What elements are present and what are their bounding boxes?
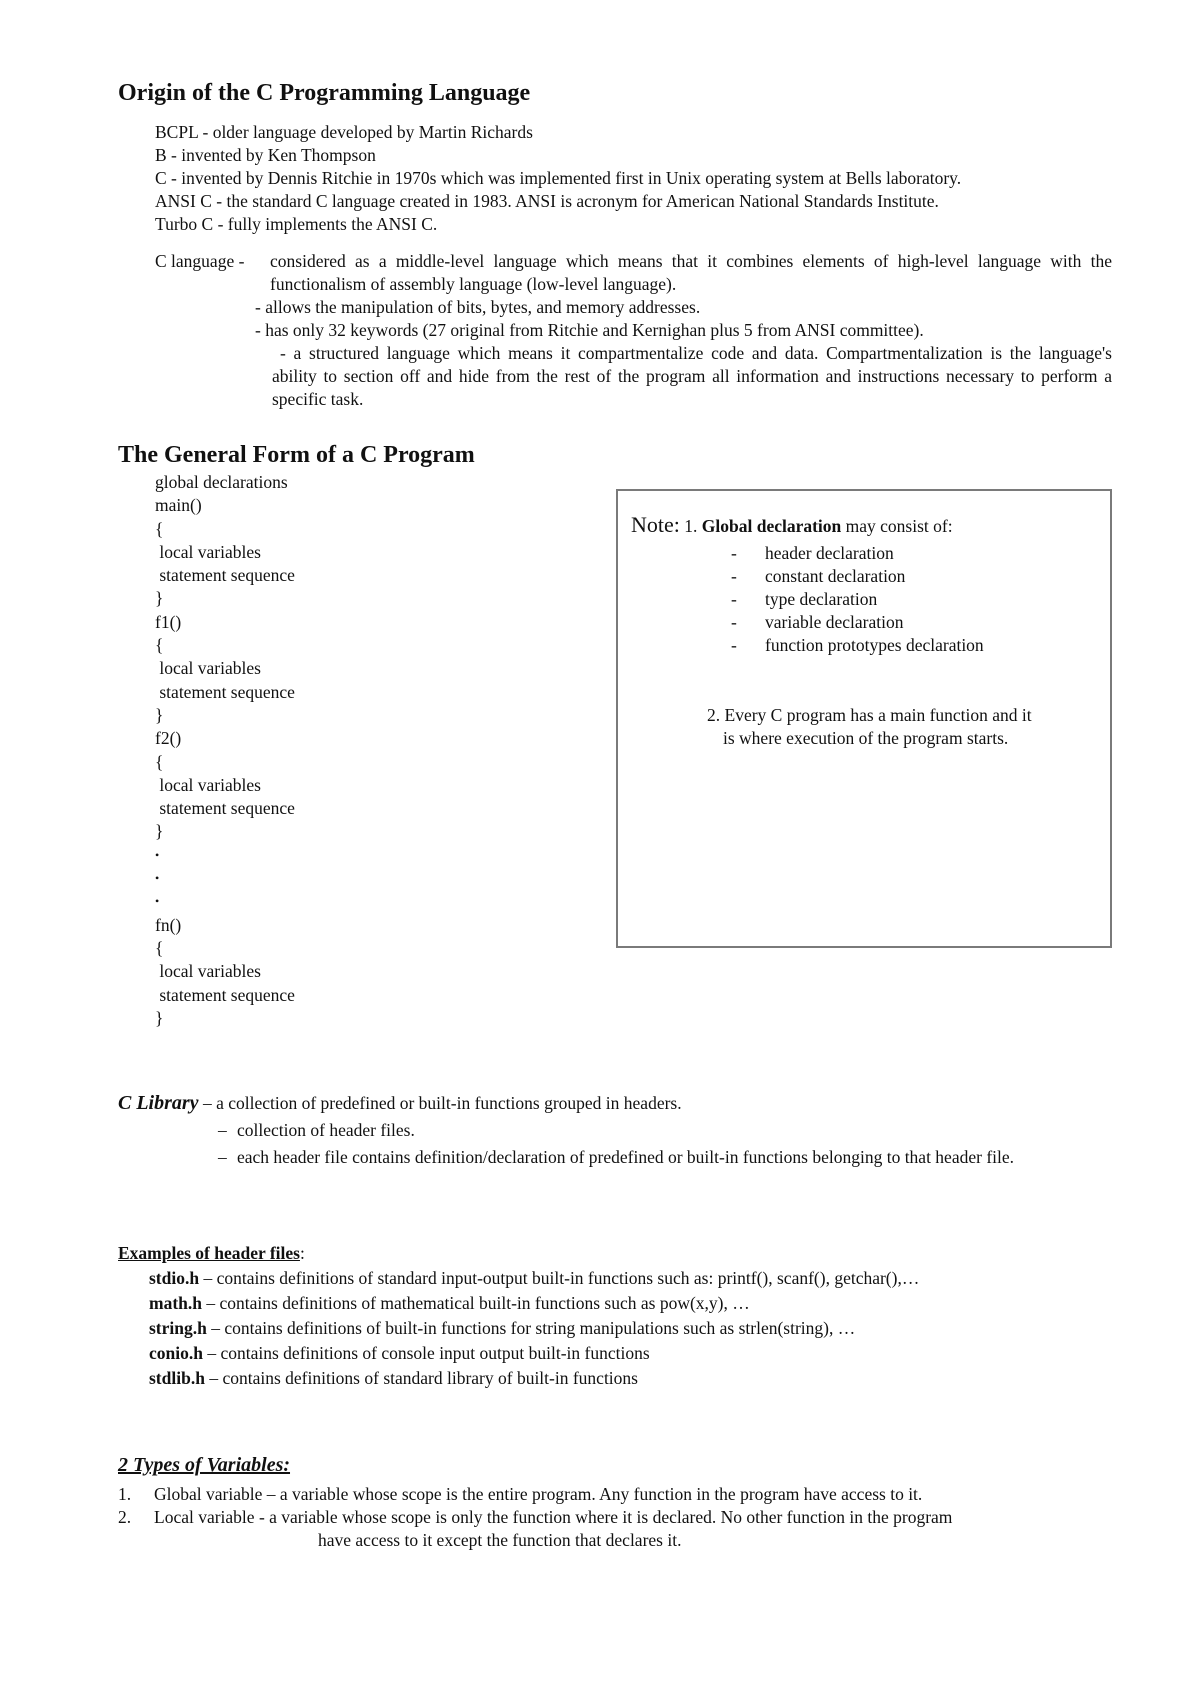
c-language-desc-1-text: considered as a middle-level language which means that it combines elements of high-level language with the functionalism of assembly language (low-level language). — [270, 251, 1112, 294]
code-line: f1() — [155, 611, 182, 632]
code-line: main() — [155, 495, 202, 516]
variable-item: 1. Global variable – a variable whose scope is the entire program. Any function in the program have access to it. — [118, 1484, 923, 1504]
code-line: } — [155, 1007, 164, 1028]
code-line: local variables — [155, 774, 261, 795]
header-examples-title-line: Examples of header files: — [118, 1243, 305, 1263]
code-line: { — [155, 635, 164, 656]
note-point2-line2: is where execution of the program starts. — [723, 728, 1009, 748]
note-point1-rest: may consist of: — [845, 516, 953, 536]
code-line: f2() — [155, 728, 182, 749]
header-item: math.h – contains definitions of mathematical built-in functions such as pow(x,y), … — [149, 1293, 750, 1313]
origin-title: Origin of the C Programming Language — [118, 80, 531, 106]
header-item: conio.h – contains definitions of console input output built-in functions — [149, 1343, 650, 1363]
variables-title: 2 Types of Variables: — [118, 1454, 291, 1476]
code-line: } — [155, 704, 164, 725]
code-line: fn() — [155, 914, 182, 935]
code-line: statement sequence — [155, 984, 295, 1005]
origin-item: BCPL - older language developed by Martin Richards — [155, 122, 533, 142]
c-language-desc-1 — [270, 250, 1112, 296]
note-point1 — [631, 513, 953, 538]
c-library-sub2: – each header file contains definition/declaration of predefined or built-in functions belonging to that header file. — [218, 1147, 1015, 1167]
code-ellipsis-dot: • — [155, 847, 160, 862]
code-ellipsis-dot: • — [155, 894, 160, 909]
code-line: statement sequence — [155, 565, 295, 586]
header-item: stdlib.h – contains definitions of standard library of built-in functions — [149, 1368, 638, 1388]
code-line: global declarations — [155, 472, 288, 492]
c-language-label: C language - — [155, 251, 245, 271]
c-library-sub1: – collection of header files. — [218, 1120, 415, 1140]
general-form-title: The General Form of a C Program — [118, 442, 475, 468]
header-examples-title: Examples of header files — [118, 1243, 300, 1263]
code-line: { — [155, 751, 164, 772]
code-line: { — [155, 518, 164, 539]
code-line: statement sequence — [155, 798, 295, 819]
variable-item-continuation: have access to it except the function that declares it. — [318, 1530, 682, 1550]
variable-item: 2. Local variable - a variable whose scope is only the function where it is declared. No other function in the program — [118, 1507, 953, 1527]
code-listing — [155, 471, 495, 1030]
header-item: stdio.h – contains definitions of standard input-output built-in functions such as: printf(), scanf(), getchar(),… — [149, 1268, 920, 1288]
code-line: statement sequence — [155, 681, 295, 702]
c-language-desc-4: - a structured language which means it compartmentalize code and data. Compartmentalization is the language's ability to section off and hide from the rest of the program all information and instructions necessary to perform a specific task. — [272, 343, 1112, 409]
c-language-desc-2: - allows the manipulation of bits, bytes, and memory addresses. — [255, 297, 701, 317]
c-library-line — [118, 1092, 682, 1115]
note-point2-line1: 2. Every C program has a main function and it — [707, 705, 1032, 725]
code-ellipsis-dot: • — [155, 871, 160, 886]
code-line: local variables — [155, 658, 261, 679]
code-line: local variables — [155, 961, 261, 982]
c-language-desc-3: - has only 32 keywords (27 original from Ritchie and Kernighan plus 5 from ANSI committee). — [255, 320, 924, 340]
origin-item: C - invented by Dennis Ritchie in 1970s which was implemented first in Unix operating system at Bells laboratory. — [155, 168, 962, 188]
origin-item: B - invented by Ken Thompson — [155, 145, 376, 165]
code-line: local variables — [155, 541, 261, 562]
note-list-item: - type declaration — [731, 589, 878, 609]
note-list-item: - function prototypes declaration — [731, 635, 984, 655]
note-point1-bold: Global declaration — [701, 516, 842, 536]
code-line: } — [155, 588, 164, 609]
note-point1-prefix: 1. — [684, 516, 698, 536]
note-label: Note: — [631, 512, 680, 537]
code-line: } — [155, 821, 164, 842]
header-item: string.h – contains definitions of built-in functions for string manipulations such as strlen(string), … — [149, 1318, 856, 1338]
note-list-item: - variable declaration — [731, 612, 904, 632]
origin-item: ANSI C - the standard C language created in 1983. ANSI is acronym for American National Standards Institute. — [155, 191, 939, 211]
origin-item: Turbo C - fully implements the ANSI C. — [155, 214, 438, 234]
note-box — [616, 489, 1112, 948]
code-line: { — [155, 937, 164, 958]
c-library-title: C Library — [118, 1092, 199, 1114]
c-library-desc: – a collection of predefined or built-in functions grouped in headers. — [202, 1093, 682, 1113]
note-list-item: - constant declaration — [731, 566, 906, 586]
note-list-item: - header declaration — [731, 543, 894, 563]
